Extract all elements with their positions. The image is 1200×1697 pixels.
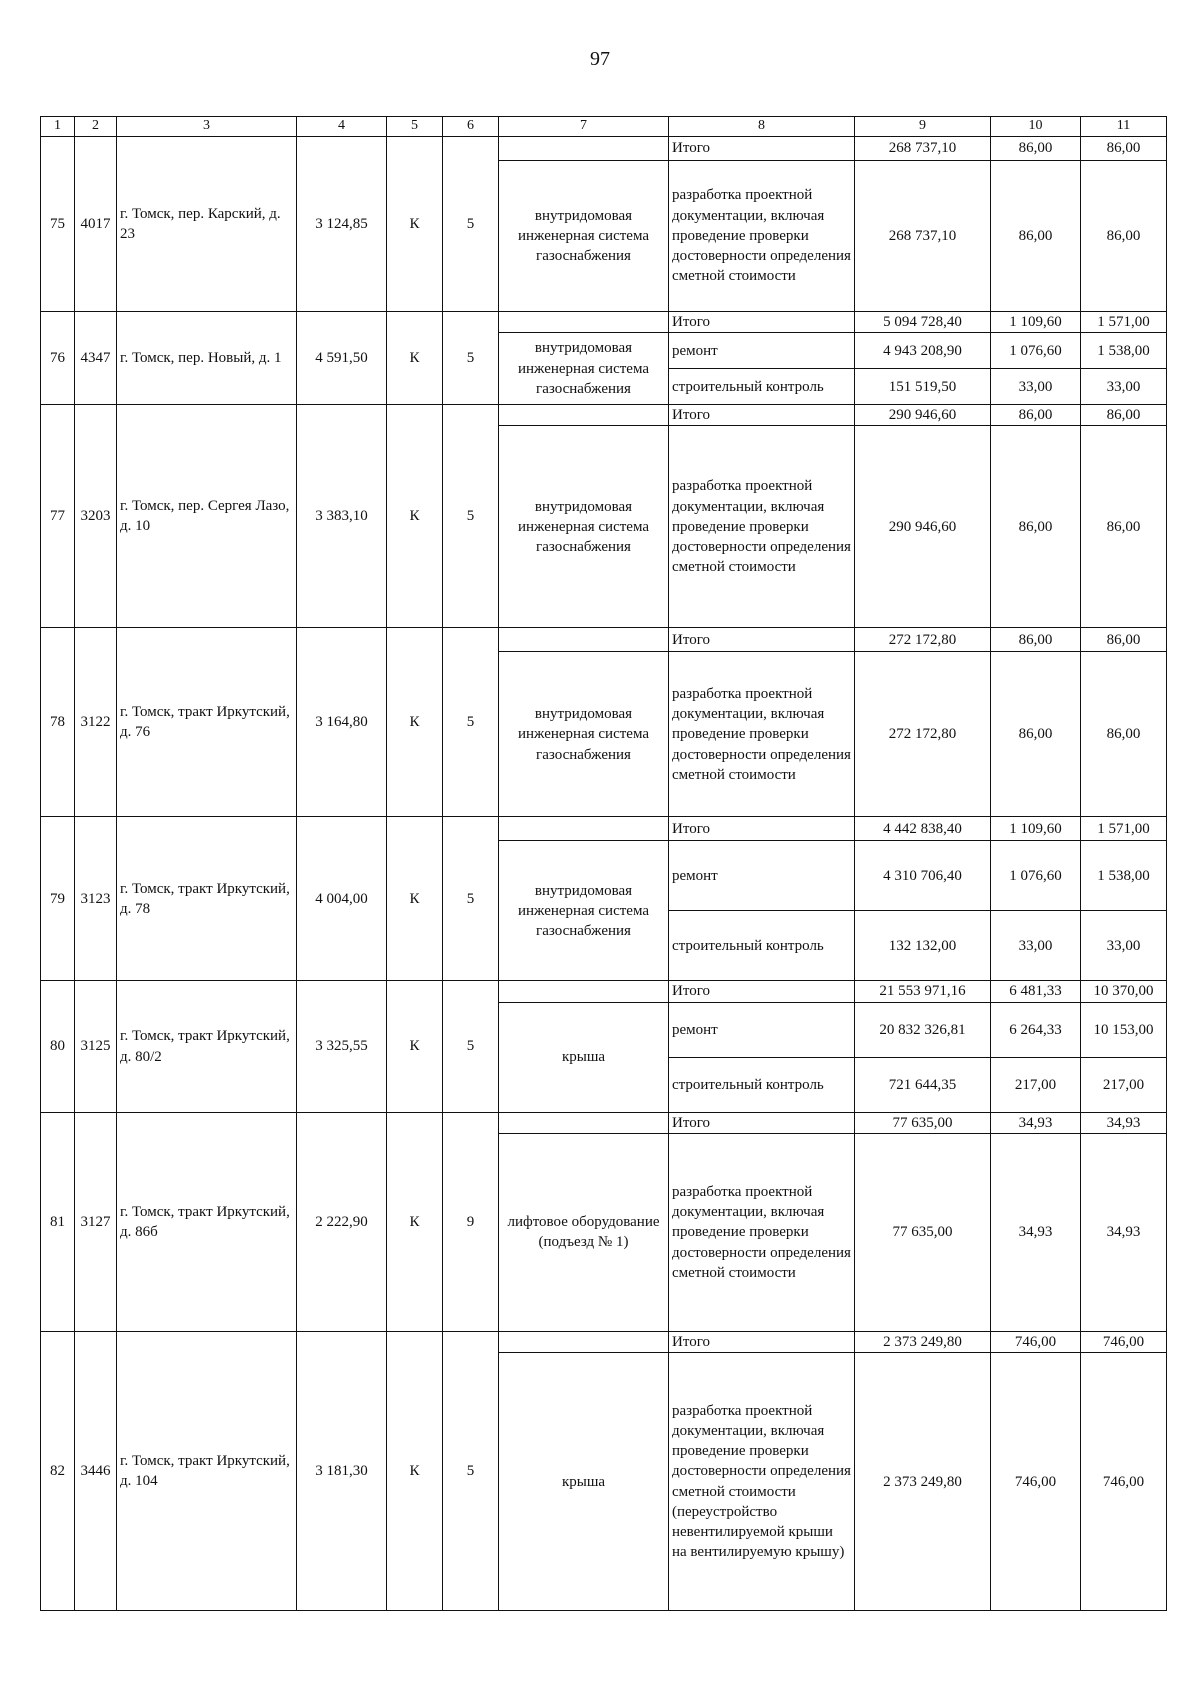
total-value-11: 86,00 [1081,405,1167,426]
work-value-11: 86,00 [1081,652,1167,817]
column-number-row [41,117,1167,137]
work-value-11: 86,00 [1081,426,1167,628]
work-name: разработка проектной документации, включая проведение проверки достоверности определения сметной стоимости [669,160,855,311]
house-id: 3203 [75,405,117,628]
total-cost: 21 553 971,16 [855,981,991,1002]
house-area: 3 164,80 [297,628,387,817]
work-name: строительный контроль [669,1057,855,1112]
empty-cell [499,817,669,841]
work-cost: 151 519,50 [855,369,991,405]
work-value-10: 33,00 [991,369,1081,405]
row-number: 81 [41,1112,75,1331]
house-type: К [387,1112,443,1331]
total-cost: 268 737,10 [855,136,991,160]
work-name: строительный контроль [669,369,855,405]
floors: 5 [443,405,499,628]
work-name: строительный контроль [669,911,855,981]
house-id: 3125 [75,981,117,1112]
total-cost: 2 373 249,80 [855,1331,991,1352]
repair-program-table [40,116,1167,1611]
column-number: 2 [75,117,117,137]
work-cost: 4 310 706,40 [855,841,991,911]
house-type: К [387,1331,443,1610]
work-value-10: 33,00 [991,911,1081,981]
system-name: внутридомовая инженерная система газоснабжения [499,160,669,311]
column-number: 6 [443,117,499,137]
floors: 5 [443,136,499,311]
work-name: разработка проектной документации, включая проведение проверки достоверности определения сметной стоимости [669,1133,855,1331]
total-value-11: 86,00 [1081,628,1167,652]
floors: 9 [443,1112,499,1331]
house-address: г. Томск, пер. Карский, д. 23 [117,136,297,311]
house-address: г. Томск, тракт Иркутский, д. 78 [117,817,297,981]
house-area: 3 325,55 [297,981,387,1112]
total-label: Итого [669,311,855,332]
system-name: лифтовое оборудование (подъезд № 1) [499,1133,669,1331]
total-row [41,817,1167,841]
work-cost: 268 737,10 [855,160,991,311]
column-number: 5 [387,117,443,137]
house-area: 4 004,00 [297,817,387,981]
house-area: 4 591,50 [297,311,387,404]
work-value-11: 217,00 [1081,1057,1167,1112]
column-number: 11 [1081,117,1167,137]
system-name: крыша [499,1002,669,1112]
row-number: 82 [41,1331,75,1610]
house-type: К [387,981,443,1112]
house-address: г. Томск, тракт Иркутский, д. 86б [117,1112,297,1331]
row-number: 78 [41,628,75,817]
house-type: К [387,311,443,404]
total-value-11: 1 571,00 [1081,817,1167,841]
floors: 5 [443,311,499,404]
total-label: Итого [669,136,855,160]
floors: 5 [443,1331,499,1610]
work-value-10: 217,00 [991,1057,1081,1112]
work-cost: 2 373 249,80 [855,1353,991,1611]
empty-cell [499,981,669,1002]
total-row [41,311,1167,332]
work-cost: 721 644,35 [855,1057,991,1112]
column-number: 3 [117,117,297,137]
total-value-11: 10 370,00 [1081,981,1167,1002]
work-value-10: 86,00 [991,652,1081,817]
house-type: К [387,628,443,817]
house-area: 3 181,30 [297,1331,387,1610]
total-label: Итого [669,981,855,1002]
work-name: ремонт [669,841,855,911]
total-value-10: 1 109,60 [991,311,1081,332]
system-name: внутридомовая инженерная система газоснабжения [499,652,669,817]
house-id: 4017 [75,136,117,311]
work-value-11: 34,93 [1081,1133,1167,1331]
work-value-10: 6 264,33 [991,1002,1081,1057]
total-cost: 5 094 728,40 [855,311,991,332]
total-label: Итого [669,1112,855,1133]
house-address: г. Томск, пер. Сергея Лазо, д. 10 [117,405,297,628]
row-number: 76 [41,311,75,404]
column-number: 7 [499,117,669,137]
total-value-11: 746,00 [1081,1331,1167,1352]
system-name: внутридомовая инженерная система газоснабжения [499,426,669,628]
work-cost: 4 943 208,90 [855,333,991,369]
column-number: 8 [669,117,855,137]
row-number: 75 [41,136,75,311]
total-value-10: 86,00 [991,628,1081,652]
floors: 5 [443,628,499,817]
floors: 5 [443,981,499,1112]
house-address: г. Томск, пер. Новый, д. 1 [117,311,297,404]
empty-cell [499,1331,669,1352]
house-address: г. Томск, тракт Иркутский, д. 80/2 [117,981,297,1112]
row-number: 80 [41,981,75,1112]
total-label: Итого [669,628,855,652]
system-name: крыша [499,1353,669,1611]
empty-cell [499,136,669,160]
house-type: К [387,136,443,311]
house-id: 4347 [75,311,117,404]
work-value-10: 746,00 [991,1353,1081,1611]
empty-cell [499,1112,669,1133]
work-name: разработка проектной документации, включая проведение проверки достоверности определения сметной стоимости [669,426,855,628]
work-name: разработка проектной документации, включая проведение проверки достоверности определения сметной стоимости [669,652,855,817]
work-name: разработка проектной документации, включая проведение проверки достоверности определения сметной стоимости (переустройство невентилируемой крыши на вентилируемую крышу) [669,1353,855,1611]
total-cost: 4 442 838,40 [855,817,991,841]
total-value-10: 86,00 [991,136,1081,160]
work-value-11: 1 538,00 [1081,333,1167,369]
page-number: 97 [590,48,610,70]
house-address: г. Томск, тракт Иркутский, д. 76 [117,628,297,817]
house-id: 3122 [75,628,117,817]
total-row [41,628,1167,652]
work-cost: 20 832 326,81 [855,1002,991,1057]
total-value-11: 1 571,00 [1081,311,1167,332]
work-value-10: 1 076,60 [991,333,1081,369]
work-value-10: 1 076,60 [991,841,1081,911]
row-number: 79 [41,817,75,981]
total-value-10: 1 109,60 [991,817,1081,841]
house-area: 2 222,90 [297,1112,387,1331]
total-cost: 272 172,80 [855,628,991,652]
empty-cell [499,405,669,426]
system-name: внутридомовая инженерная система газоснабжения [499,841,669,981]
work-value-10: 86,00 [991,426,1081,628]
work-value-11: 86,00 [1081,160,1167,311]
work-cost: 272 172,80 [855,652,991,817]
work-value-11: 746,00 [1081,1353,1167,1611]
total-row [41,1331,1167,1352]
work-cost: 132 132,00 [855,911,991,981]
row-number: 77 [41,405,75,628]
total-label: Итого [669,817,855,841]
column-number: 1 [41,117,75,137]
total-cost: 77 635,00 [855,1112,991,1133]
total-row [41,981,1167,1002]
column-number: 4 [297,117,387,137]
work-value-11: 33,00 [1081,911,1167,981]
work-name: ремонт [669,1002,855,1057]
floors: 5 [443,817,499,981]
house-address: г. Томск, тракт Иркутский, д. 104 [117,1331,297,1610]
total-label: Итого [669,405,855,426]
work-value-11: 10 153,00 [1081,1002,1167,1057]
empty-cell [499,311,669,332]
work-cost: 290 946,60 [855,426,991,628]
total-value-10: 6 481,33 [991,981,1081,1002]
house-type: К [387,817,443,981]
house-id: 3127 [75,1112,117,1331]
column-number: 9 [855,117,991,137]
total-value-11: 34,93 [1081,1112,1167,1133]
house-id: 3446 [75,1331,117,1610]
work-value-10: 86,00 [991,160,1081,311]
column-number: 10 [991,117,1081,137]
house-id: 3123 [75,817,117,981]
total-value-10: 34,93 [991,1112,1081,1133]
total-value-10: 86,00 [991,405,1081,426]
house-area: 3 124,85 [297,136,387,311]
work-name: ремонт [669,333,855,369]
total-label: Итого [669,1331,855,1352]
house-area: 3 383,10 [297,405,387,628]
total-cost: 290 946,60 [855,405,991,426]
house-type: К [387,405,443,628]
work-value-11: 33,00 [1081,369,1167,405]
empty-cell [499,628,669,652]
total-value-10: 746,00 [991,1331,1081,1352]
total-row [41,1112,1167,1133]
work-value-11: 1 538,00 [1081,841,1167,911]
total-value-11: 86,00 [1081,136,1167,160]
work-cost: 77 635,00 [855,1133,991,1331]
work-value-10: 34,93 [991,1133,1081,1331]
total-row [41,136,1167,160]
total-row [41,405,1167,426]
system-name: внутридомовая инженерная система газоснабжения [499,333,669,405]
